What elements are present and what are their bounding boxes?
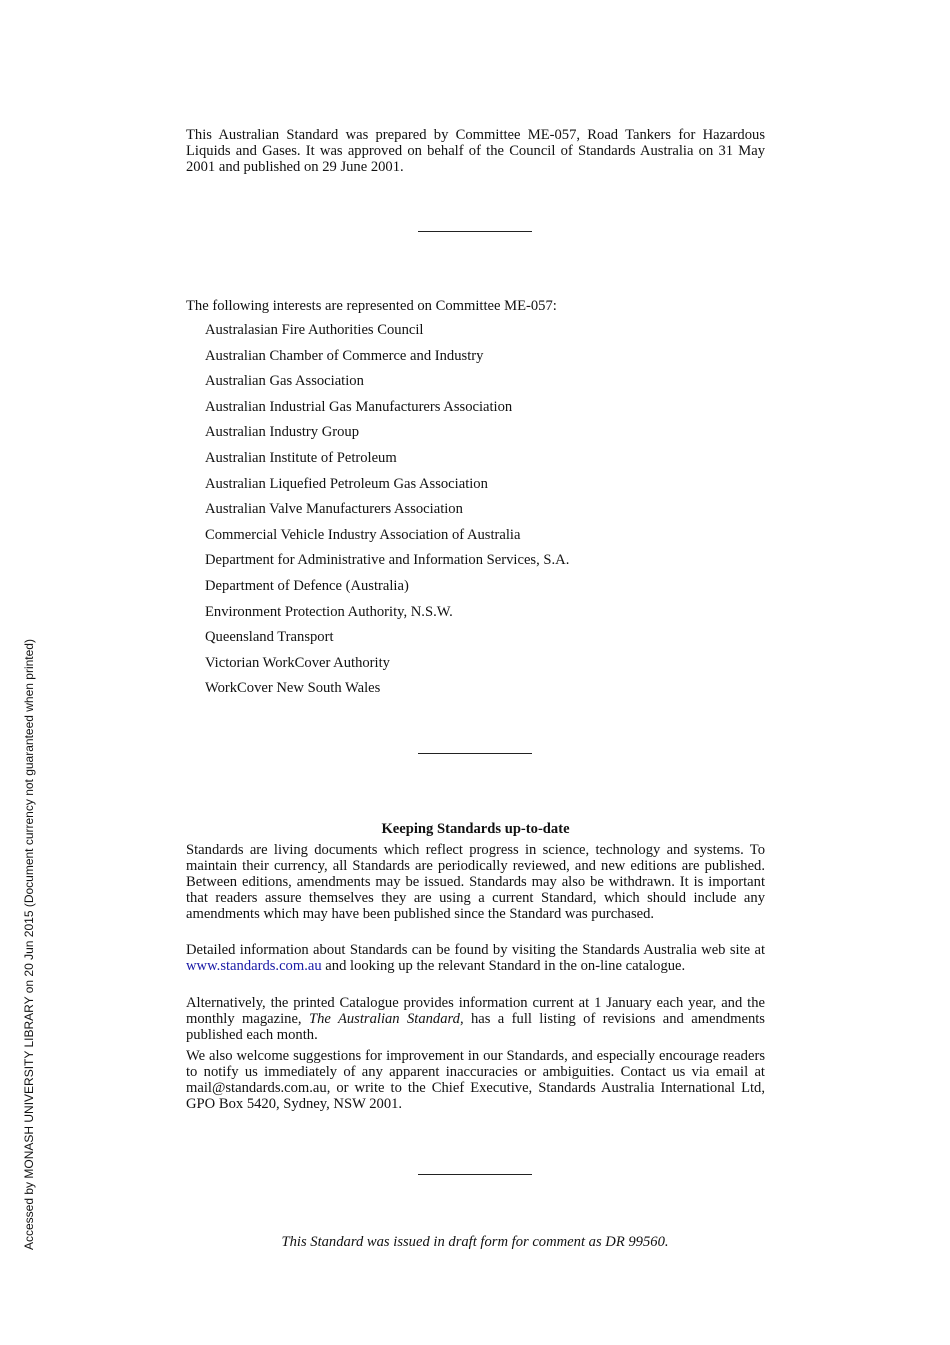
standards-website-link[interactable]: www.standards.com.au <box>186 958 322 974</box>
list-item: WorkCover New South Wales <box>205 680 381 697</box>
committee-interests-list <box>205 321 569 705</box>
paragraph-text: Alternatively, the printed Catalogue provides information current at 1 January each year, and the monthly magazine, <box>186 995 765 1027</box>
paragraph-text: Detailed information about Standards can be found by visiting the Standards Australia web site at <box>186 942 765 958</box>
section-divider <box>418 1174 532 1175</box>
keeping-paragraph-3 <box>186 995 765 1043</box>
keeping-paragraph-4: We also welcome suggestions for improvement in our Standards, and especially encourage readers to notify us immediately of any apparent inaccuracies or ambiguities. Contact us via email at mail@standards.com.au, or write to the Chief Executive, Standards Australia International Ltd, GPO Box 5420, Sydney, NSW 2001. <box>186 1048 765 1112</box>
paragraph-text: , has a full listing of revisions and amendments published each month. <box>186 1011 765 1043</box>
list-item: Australian Industry Group <box>205 424 360 441</box>
list-item: Australian Institute of Petroleum <box>205 449 397 466</box>
list-item: Queensland Transport <box>205 629 334 646</box>
approval-statement: This Australian Standard was prepared by Committee ME-057, Road Tankers for Hazardous Liquids and Gases. It was approved on behalf of the Council of Standards Australia on 31 May 2001 and published on 29 June 2001. <box>186 127 765 175</box>
list-item: Environment Protection Authority, N.S.W. <box>205 603 453 620</box>
section-divider <box>418 231 532 232</box>
draft-issue-note: This Standard was issued in draft form for comment as DR 99560. <box>281 1234 669 1250</box>
paragraph-text: and looking up the relevant Standard in the on-line catalogue. <box>321 958 686 974</box>
section-divider <box>418 753 532 754</box>
keeping-paragraph-2 <box>186 942 765 974</box>
list-item: Australian Liquefied Petroleum Gas Association <box>205 475 488 492</box>
list-item: Australian Gas Association <box>205 373 364 390</box>
keeping-standards-heading: Keeping Standards up-to-date <box>381 821 570 837</box>
list-item: Department of Defence (Australia) <box>205 577 409 594</box>
list-item: Victorian WorkCover Authority <box>205 654 390 671</box>
list-item: Australian Chamber of Commerce and Industry <box>205 347 484 364</box>
magazine-title: The Australian Standard <box>308 1011 460 1027</box>
list-item: Department for Administrative and Information Services, S.A. <box>205 552 570 569</box>
list-item: Australasian Fire Authorities Council <box>205 322 424 338</box>
access-watermark: Accessed by MONASH UNIVERSITY LIBRARY on 20 Jun 2015 (Document currency not guaranteed when printed) <box>22 639 36 1250</box>
keeping-paragraph-1: Standards are living documents which reflect progress in science, technology and systems. To maintain their currency, all Standards are periodically reviewed, and new editions are published. Between editions, amendments may be issued. Standards may also be withdrawn. It is important that readers assure themselves they are using a current Standard, which should include any amendments which may have been published since the Standard was purchased. <box>186 842 765 922</box>
list-item: Commercial Vehicle Industry Association of Australia <box>205 526 521 543</box>
list-item: Australian Industrial Gas Manufacturers Association <box>205 398 513 415</box>
list-item: Australian Valve Manufacturers Association <box>205 501 463 518</box>
committee-interests-intro: The following interests are represented on Committee ME-057: <box>186 298 557 314</box>
